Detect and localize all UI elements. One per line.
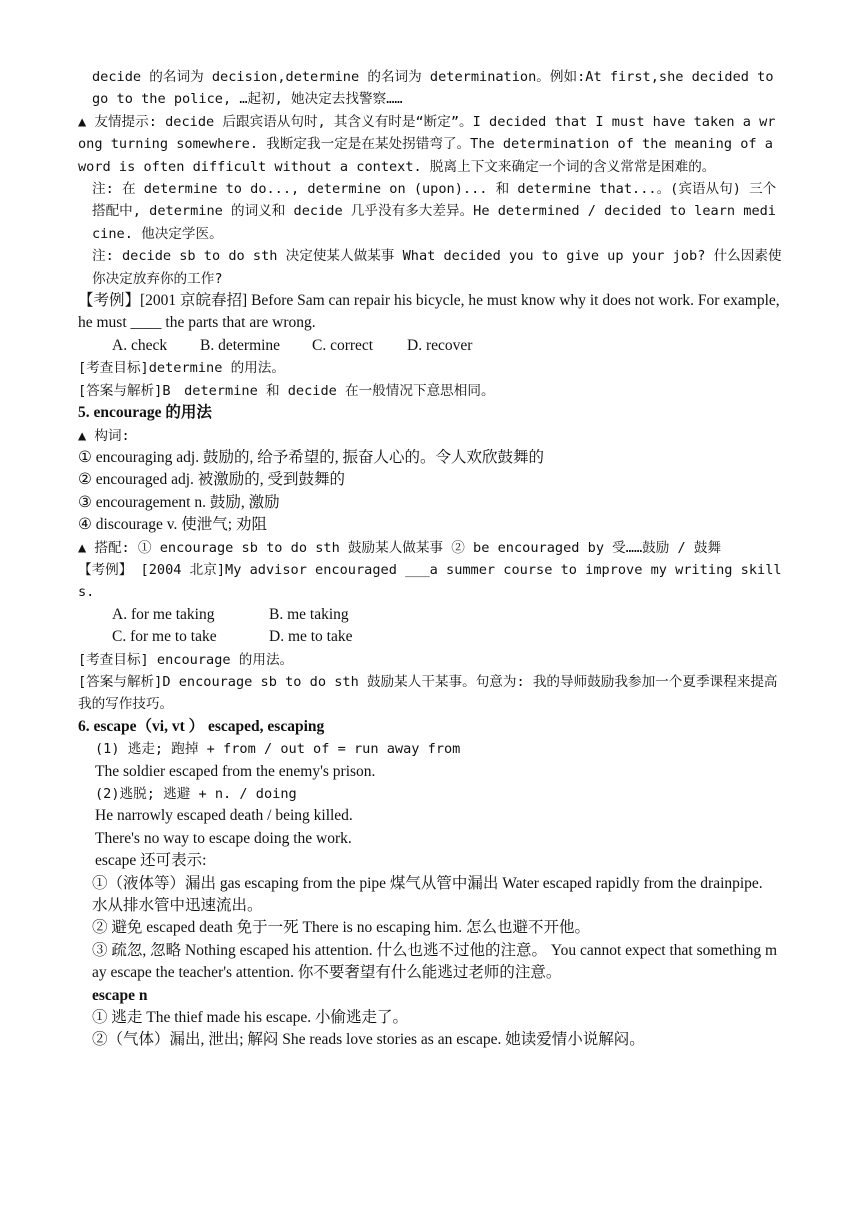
paragraph-note-decide-sb: 注: decide sb to do sth 决定使某人做某事 What decided you to give up your job? 什么因素使你决定放弃你的工作? xyxy=(92,248,782,287)
paragraph-decision-noun: decide 的名词为 decision,determine 的名词为 determination。例如:At first,she decided to go to the police, …起初, 她决定去找警察…… xyxy=(92,69,774,108)
escape-example-3: There's no way to escape doing the work. xyxy=(95,829,352,847)
collocation-line: ▲ 搭配: ① encourage sb to do sth 鼓励某人做某事 ② be encouraged by 受……鼓励 / 鼓舞 xyxy=(78,539,722,556)
exam-example-1: 【考例】[2001 京皖春招] Before Sam can repair his bicycle, he must know why it does not work. For example, he must ____ the parts that are wrong. xyxy=(78,292,780,332)
exam-target-1: [考查目标]determine 的用法。 xyxy=(78,360,285,377)
escape-example-1: The soldier escaped from the enemy's prison. xyxy=(95,762,376,780)
escape-noun-meaning-1: ① 逃走 The thief made his escape. 小偷逃走了。 xyxy=(92,1009,408,1027)
word-formation-item-1: ① encouraging adj. 鼓励的, 给予希望的, 振奋人心的。令人欢欣鼓舞的 xyxy=(78,448,544,466)
option-b: B. me taking xyxy=(269,605,349,623)
paragraph-note-determine: 注: 在 determine to do..., determine on (upon)... 和 determine that...。(宾语从句) 三个搭配中, determine 的词义和 decide 几乎没有多大差异。He determined / decided to learn medicine. 他决定学医。 xyxy=(92,181,777,242)
exam-example-2: 【考例】 [2004 北京]My advisor encouraged ___a summer course to improve my writing skills. xyxy=(78,561,782,601)
section-heading-escape: 6. escape（vi, vt ） escaped, escaping xyxy=(78,717,325,735)
escape-other-meanings-label: escape 还可表示: xyxy=(95,852,207,870)
escape-meaning-avoid: ② 避免 escaped death 免于一死 There is no escaping him. 怎么也避不开他。 xyxy=(92,919,591,937)
exam-answer-2: [答案与解析]D encourage sb to do sth 鼓励某人干某事。句意为: 我的导师鼓励我参加一个夏季课程来提高我的写作技巧。 xyxy=(78,673,778,713)
section-heading-encourage: 5. encourage 的用法 xyxy=(78,404,212,422)
word-formation-item-3: ③ encouragement n. 鼓励, 激励 xyxy=(78,493,280,511)
escape-noun-meaning-2: ②（气体）漏出, 泄出; 解闷 She reads love stories as an escape. 她读爱情小说解闷。 xyxy=(92,1031,645,1049)
option-c: C. correct xyxy=(312,336,374,354)
escape-sense-1: (1) 逃走; 跑掉 + from / out of = run away from xyxy=(95,741,461,758)
option-d: D. me to take xyxy=(269,628,353,646)
escape-example-2: He narrowly escaped death / being killed. xyxy=(95,807,353,825)
option-a: A. check xyxy=(112,336,168,354)
option-a: A. for me taking xyxy=(112,605,215,623)
option-d: D. recover xyxy=(407,336,473,354)
exam-options-1 xyxy=(78,335,782,357)
escape-meaning-neglect: ③ 疏忽, 忽略 Nothing escaped his attention. 什么也逃不过他的注意。 You cannot expect that something may escape the teacher's attention. 你不要奢望有什么能逃过老师的注意。 xyxy=(92,941,778,982)
escape-meaning-leak: ①（液体等）漏出 gas escaping from the pipe 煤气从管中漏出 Water escaped rapidly from the drainpipe. 水从排水管中迅速流出。 xyxy=(92,874,763,915)
exam-options-2-row-1 xyxy=(78,604,782,626)
exam-target-2: [考查目标] encourage 的用法。 xyxy=(78,651,294,668)
escape-noun-heading: escape n xyxy=(92,986,148,1004)
escape-sense-2: (2)逃脱; 逃避 + n. / doing xyxy=(95,786,297,802)
option-b: B. determine xyxy=(200,336,281,354)
word-formation-item-2: ② encouraged adj. 被激励的, 受到鼓舞的 xyxy=(78,471,346,489)
exam-answer-1: [答案与解析]B determine 和 decide 在一般情况下意思相同。 xyxy=(78,382,495,399)
exam-options-2-row-2 xyxy=(78,626,782,648)
word-formation-item-4: ④ discourage v. 使泄气; 劝阻 xyxy=(78,516,267,534)
option-c: C. for me to take xyxy=(112,628,217,646)
paragraph-friendly-tip: ▲ 友情提示: decide 后跟宾语从句时, 其含义有时是“断定”。I decided that I must have taken a wrong turning somewhere. 我断定我一定是在某处拐错弯了。The determination of the meaning of a word is often difficult without a context. 脱离上下文来确定一个词的含义常常是困难的。 xyxy=(78,113,776,175)
word-formation-label: ▲ 构词: xyxy=(78,427,130,444)
